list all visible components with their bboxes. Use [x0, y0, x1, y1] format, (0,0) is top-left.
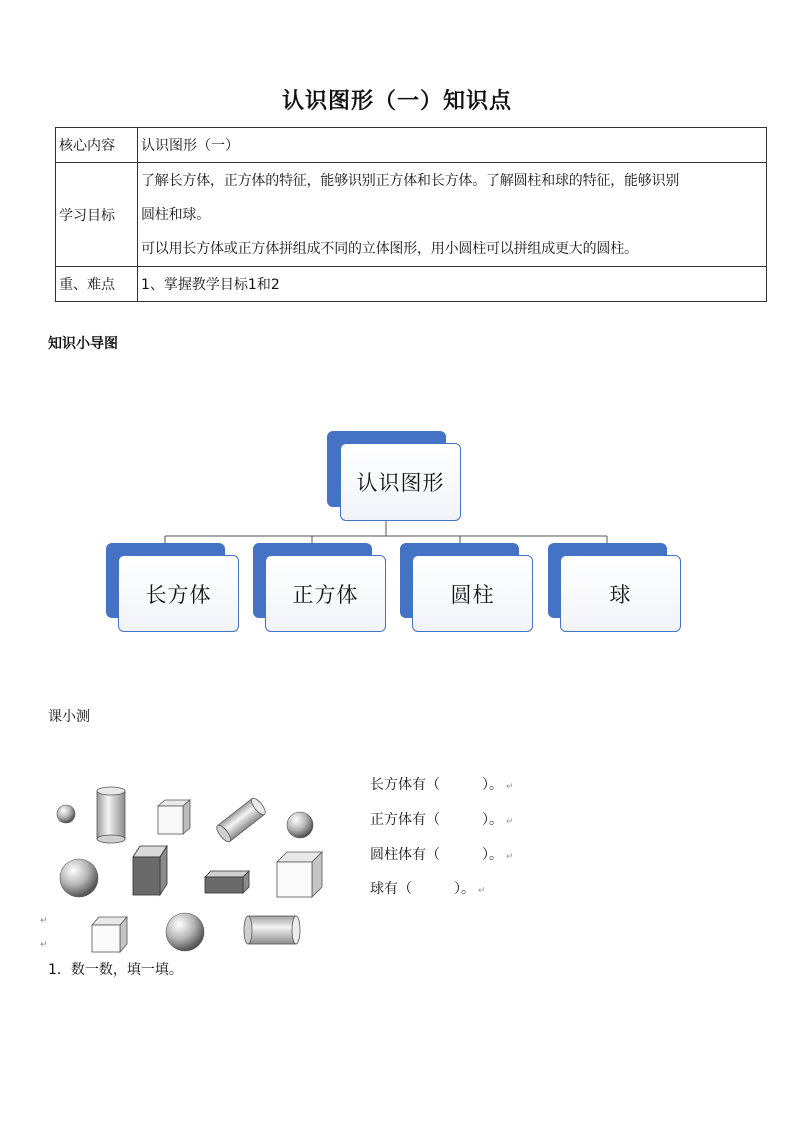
blank-sphere [370, 878, 486, 898]
mindmap-node-label: 圆柱 [412, 555, 533, 632]
return-mark: ↵ [40, 916, 48, 926]
cylinder-tilted [214, 796, 267, 844]
cylinder-horizontal [244, 916, 300, 944]
mindmap-node-label: 球 [560, 555, 681, 632]
goal-line: 了解长方体，正方体的特征，能够识别正方体和长方体。了解圆柱和球的特征，能够识别 [141, 172, 680, 189]
key-points-label: 重、难点 [56, 267, 138, 302]
blank-cylinder-text: 圆柱体有（ ）。 [370, 847, 503, 863]
question-1: 1．数一数，填一填。 [48, 962, 183, 978]
cube-medium [277, 852, 322, 897]
sphere-large-2 [166, 913, 204, 951]
page-title: 认识图形（一）知识点 [281, 89, 512, 114]
mindmap-node-label: 正方体 [265, 555, 386, 632]
blank-cuboid [370, 774, 514, 794]
goal-line: 圆柱和球。 [141, 206, 210, 223]
learning-goals-label: 学习目标 [56, 163, 138, 267]
return-mark: ↵ [506, 817, 514, 827]
sphere-small-1 [57, 805, 75, 823]
cube-small-1 [158, 800, 190, 834]
sphere-large-1 [60, 859, 98, 897]
blank-cube-text: 正方体有（ ）。 [370, 812, 503, 828]
return-mark: ↵ [506, 782, 514, 792]
mindmap-section-title: 知识小导图 [48, 336, 118, 352]
key-points-value: 1、掌握教学目标1和2 [138, 267, 767, 302]
mindmap-node-label: 长方体 [118, 555, 239, 632]
return-mark: ↵ [40, 940, 48, 950]
cuboid-tall [133, 846, 167, 895]
core-content-label: 核心内容 [56, 128, 138, 163]
mindmap-root-label: 认识图形 [340, 443, 461, 521]
return-mark: ↵ [506, 852, 514, 862]
blank-cuboid-text: 长方体有（ ）。 [370, 777, 503, 793]
blank-cylinder [370, 844, 514, 864]
cube-small-2 [92, 917, 127, 952]
blank-sphere-text: 球有（ ）。 [370, 881, 475, 897]
quiz-section-title: 课小测 [48, 709, 90, 725]
cuboid-flat [205, 871, 249, 893]
cylinder-upright [97, 787, 125, 843]
return-mark: ↵ [478, 886, 486, 896]
core-content-value: 认识图形（一） [138, 128, 767, 163]
sphere-small-2 [287, 812, 313, 838]
blank-cube [370, 809, 514, 829]
goal-line: 可以用长方体或正方体拼组成不同的立体图形，用小圆柱可以拼组成更大的圆柱。 [141, 240, 638, 257]
